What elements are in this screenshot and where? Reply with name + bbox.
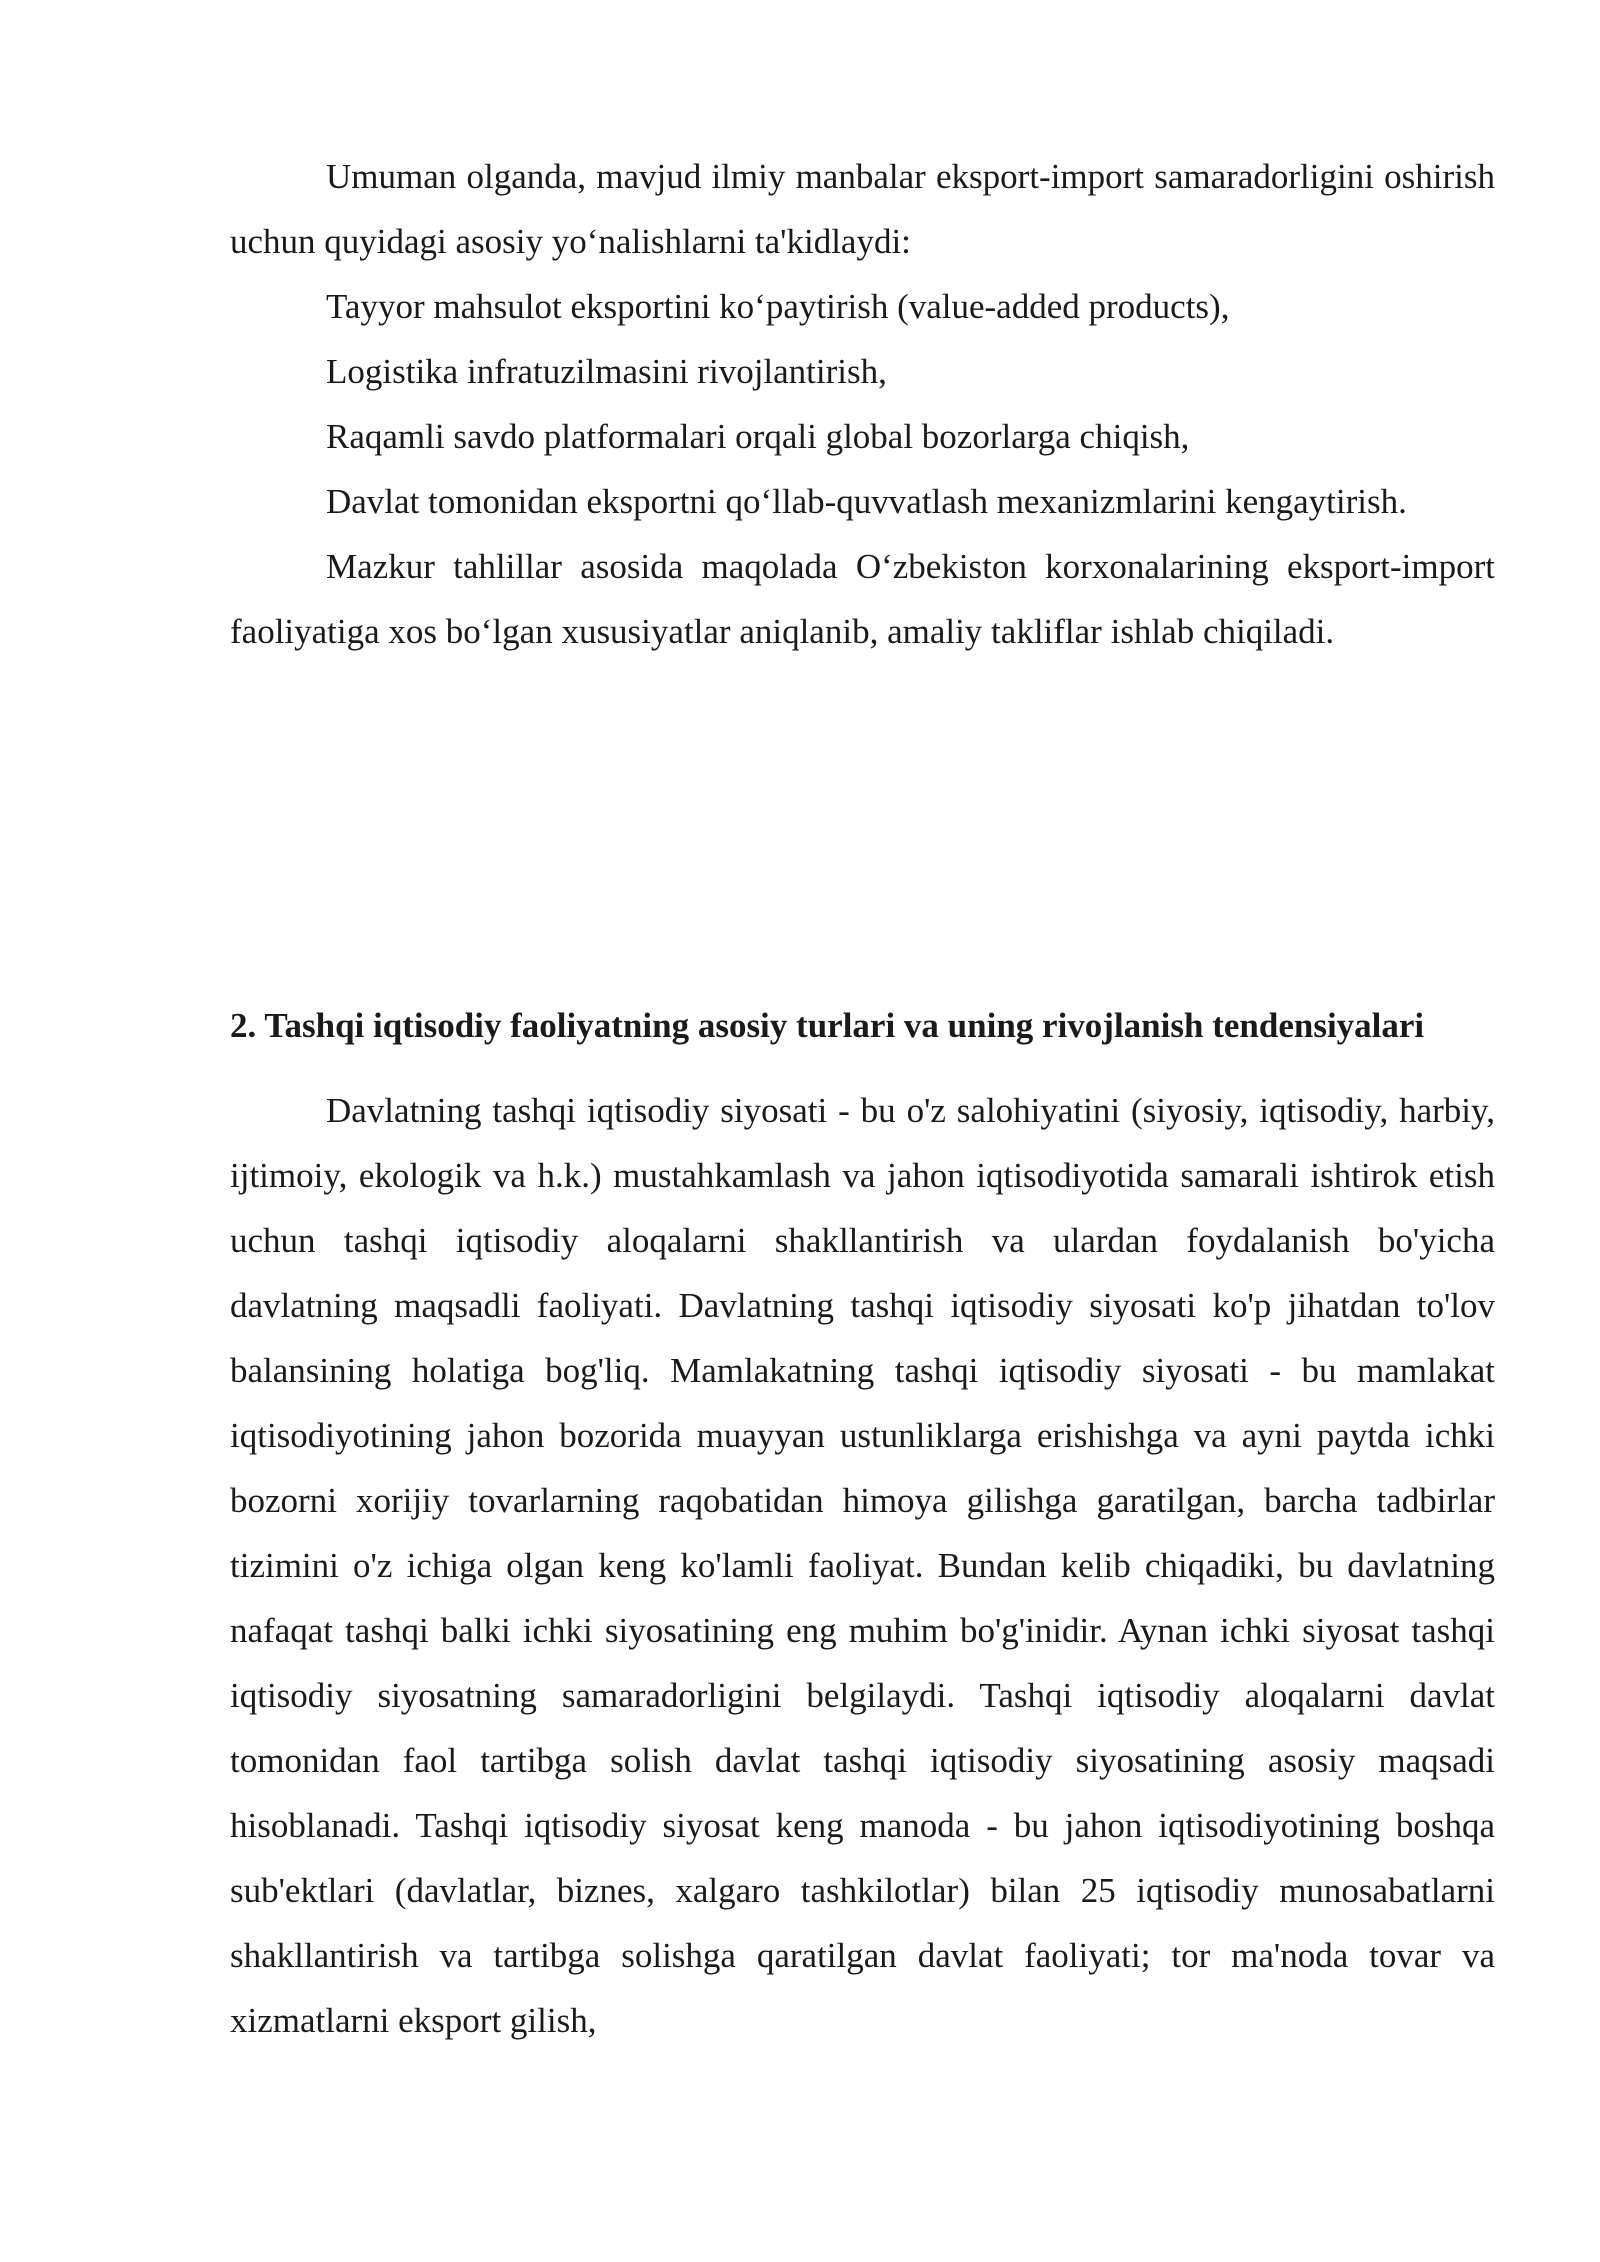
- intro-paragraph: Umuman olganda, mavjud ilmiy manbalar eksport-import samaradorligini oshirish uchun quyidagi asosiy yo‘nalishlarni ta'kidlaydi:: [230, 157, 1495, 261]
- conclusion-paragraph: Mazkur tahlillar asosida maqolada O‘zbekiston korxonalarining eksport-import faoliyatiga xos bo‘lgan xususiyatlar aniqlanib, amaliy takliflar ishlab chiqiladi.: [230, 547, 1495, 651]
- list-item-3: Raqamli savdo platformalari orqali global bozorlarga chiqish,: [326, 417, 1190, 456]
- body-paragraph: Davlatning tashqi iqtisodiy siyosati - bu o'z salohiyatini (siyosiy, iqtisodiy, harbiy, ijtimoiy, ekologik va h.k.) mustahkamlash va jahon iqtisodiyotida samarali ishtirok etish uchun tashqi iqtisodiy aloqalarni shakllantirish va ulardan foydalanish bo'yicha davlatning maqsadli faoliyati. Davlatning tashqi iqtisodiy siyosati ko'p jihatdan to'lov balansining holatiga bog'liq. Mamlakatning tashqi iqtisodiy siyosati - bu mamlakat iqtisodiyotining jahon bozorida muayyan ustunliklarga erishishga va ayni paytda ichki bozorni xorijiy tovarlarning raqobatidan himoya gilishga garatilgan, barcha tadbirlar tizimini o'z ichiga olgan keng ko'lamli faoliyat. Bundan kelib chiqadiki, bu davlatning nafaqat tashqi balki ichki siyosatining eng muhim bo'g'inidir. Aynan ichki siyosat tashqi iqtisodiy siyosatning samaradorligini belgilaydi. Tashqi iqtisodiy aloqalarni davlat tomonidan faol tartibga solish davlat tashqi iqtisodiy siyosatining asosiy maqsadi hisoblanadi. Tashqi iqtisodiy siyosat keng manoda - bu jahon iqtisodiyotining boshqa sub'ektlari (davlatlar, biznes, xalgaro tashkilotlar) bilan 25 iqtisodiy munosabatlarni shakllantirish va tartibga solishga qaratilgan davlat faoliyati; tor ma'noda tovar va xizmatlarni eksport gilish,: [230, 1091, 1495, 2040]
- list-item-1: Tayyor mahsulot eksportini ko‘paytirish (value-added products),: [326, 287, 1230, 326]
- list-item-2: Logistika infratuzilmasini rivojlantirish,: [326, 352, 887, 391]
- section-1: [230, 144, 1495, 664]
- list-item-4: Davlat tomonidan eksportni qo‘llab-quvvatlash mexanizmlarini kengaytirish.: [326, 482, 1407, 521]
- section-heading: 2. Tashqi iqtisodiy faoliyatning asosiy turlari va uning rivojlanish tendensiyalari: [230, 1006, 1425, 1045]
- section-2: [230, 993, 1495, 2053]
